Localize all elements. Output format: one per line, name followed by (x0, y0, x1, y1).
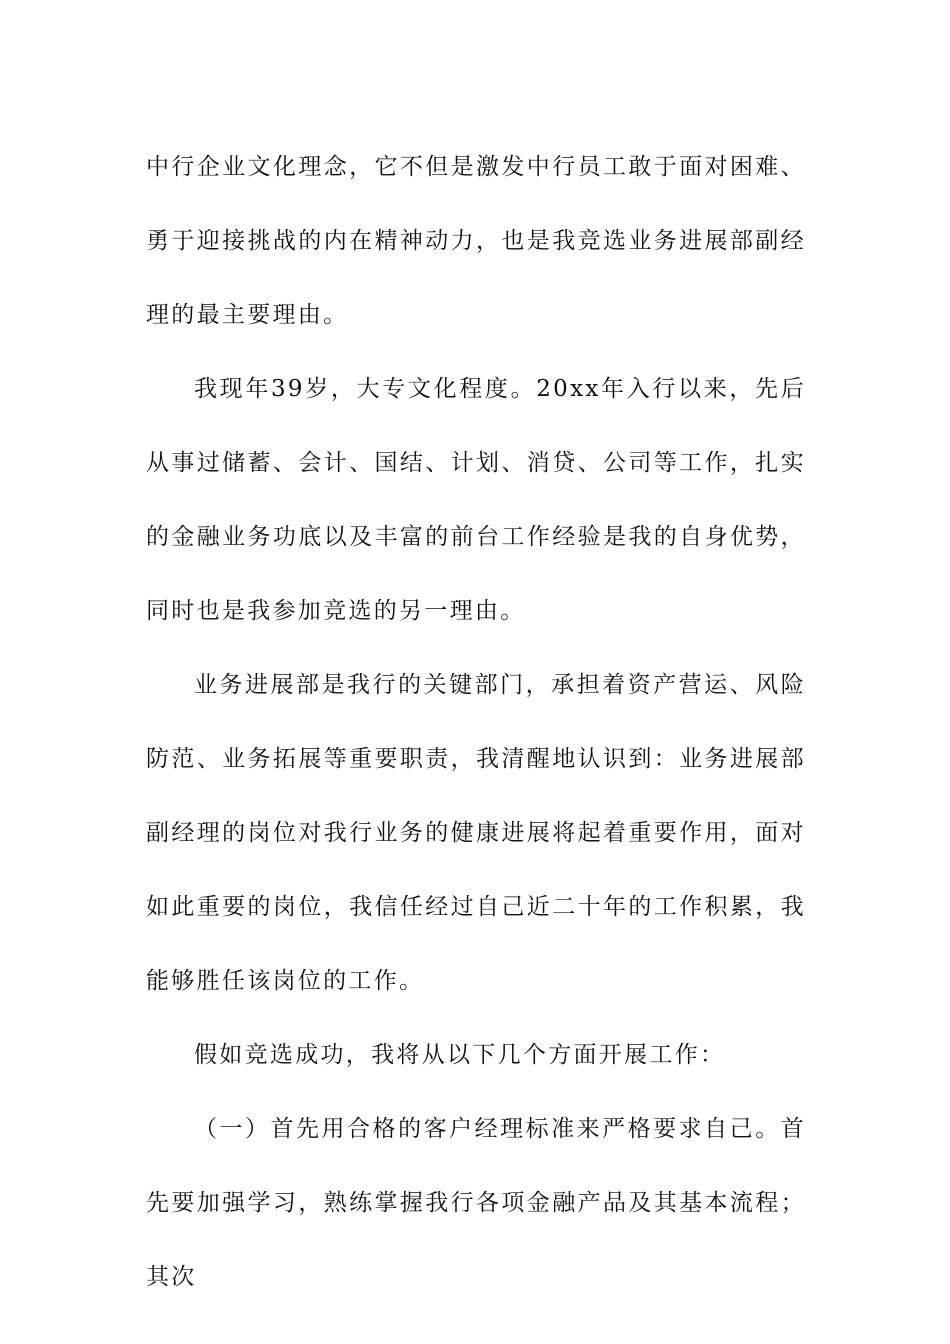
paragraph-personal-background: 我现年39岁，大专文化程度。20xx年入行以来，先后从事过储蓄、会计、国结、计划、消贷、公司等工作，扎实的金融业务功底以及丰富的前台工作经验是我的自身优势，同时也是我参加竞选的另一理由。 (146, 376, 806, 624)
document-body (146, 130, 806, 1314)
paragraph-work-plan-item-1: （一）首先用合格的客户经理标准来严格要求自己。首先要加强学习，熟练掌握我行各项金融产品及其基本流程；其次 (146, 1116, 806, 1290)
paragraph-culture-motivation: 中行企业文化理念，它不但是激发中行员工敢于面对困难、勇于迎接挑战的内在精神动力，也是我竞选业务进展部副经理的最主要理由。 (146, 154, 806, 328)
paragraph-work-plan-intro: 假如竞选成功，我将从以下几个方面开展工作： (194, 1042, 726, 1068)
paragraph-department-role: 业务进展部是我行的关键部门，承担着资产营运、风险防范、业务拓展等重要职责，我清醒地认识到：业务进展部副经理的岗位对我行业务的健康进展将起着重要作用，面对如此重要的岗位，我信任经过自己近二十年的工作积累，我能够胜任该岗位的工作。 (146, 672, 806, 994)
